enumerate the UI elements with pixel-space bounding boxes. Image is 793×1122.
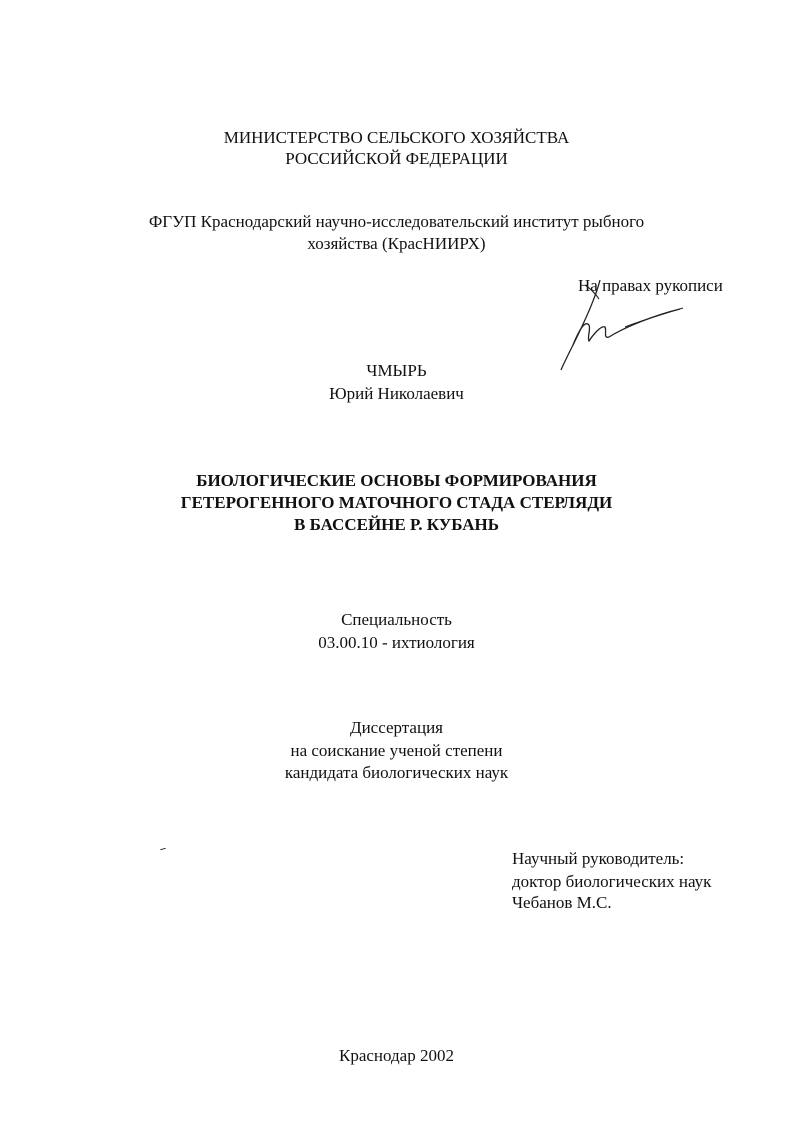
dissertation-line-3: кандидата биологических наук bbox=[284, 763, 509, 782]
ministry-line-2: РОССИЙСКОЙ ФЕДЕРАЦИИ bbox=[285, 149, 508, 168]
author-surname: ЧМЫРЬ bbox=[366, 361, 427, 380]
dissertation-line-2: на соискание ученой степени bbox=[290, 741, 503, 760]
supervisor-degree: доктор биологических наук bbox=[512, 872, 712, 891]
title-line-1: БИОЛОГИЧЕСКИЕ ОСНОВЫ ФОРМИРОВАНИЯ bbox=[196, 471, 597, 490]
title-line-3: В БАССЕЙНЕ Р. КУБАНЬ bbox=[294, 515, 499, 534]
specialty-label: Специальность bbox=[341, 610, 452, 629]
dissertation-line-1: Диссертация bbox=[349, 718, 443, 737]
supervisor-name: Чебанов М.С. bbox=[512, 893, 612, 912]
supervisor-label: Научный руководитель: bbox=[512, 849, 685, 868]
title-line-2: ГЕТЕРОГЕННОГО МАТОЧНОГО СТАДА СТЕРЛЯДИ bbox=[180, 493, 613, 512]
ministry-line-1: МИНИСТЕРСТВО СЕЛЬСКОГО ХОЗЯЙСТВА bbox=[223, 128, 570, 147]
author-name: Юрий Николаевич bbox=[329, 384, 464, 403]
city-year: Краснодар 2002 bbox=[339, 1046, 454, 1065]
specialty-value: 03.00.10 - ихтиология bbox=[318, 633, 475, 652]
institute-line-1: ФГУП Краснодарский научно-исследовательский институт рыбного bbox=[148, 212, 645, 231]
institute-line-2: хозяйства (КрасНИИРХ) bbox=[307, 234, 486, 253]
manuscript-note: На правах рукописи bbox=[578, 276, 723, 295]
scan-speck bbox=[160, 848, 166, 850]
